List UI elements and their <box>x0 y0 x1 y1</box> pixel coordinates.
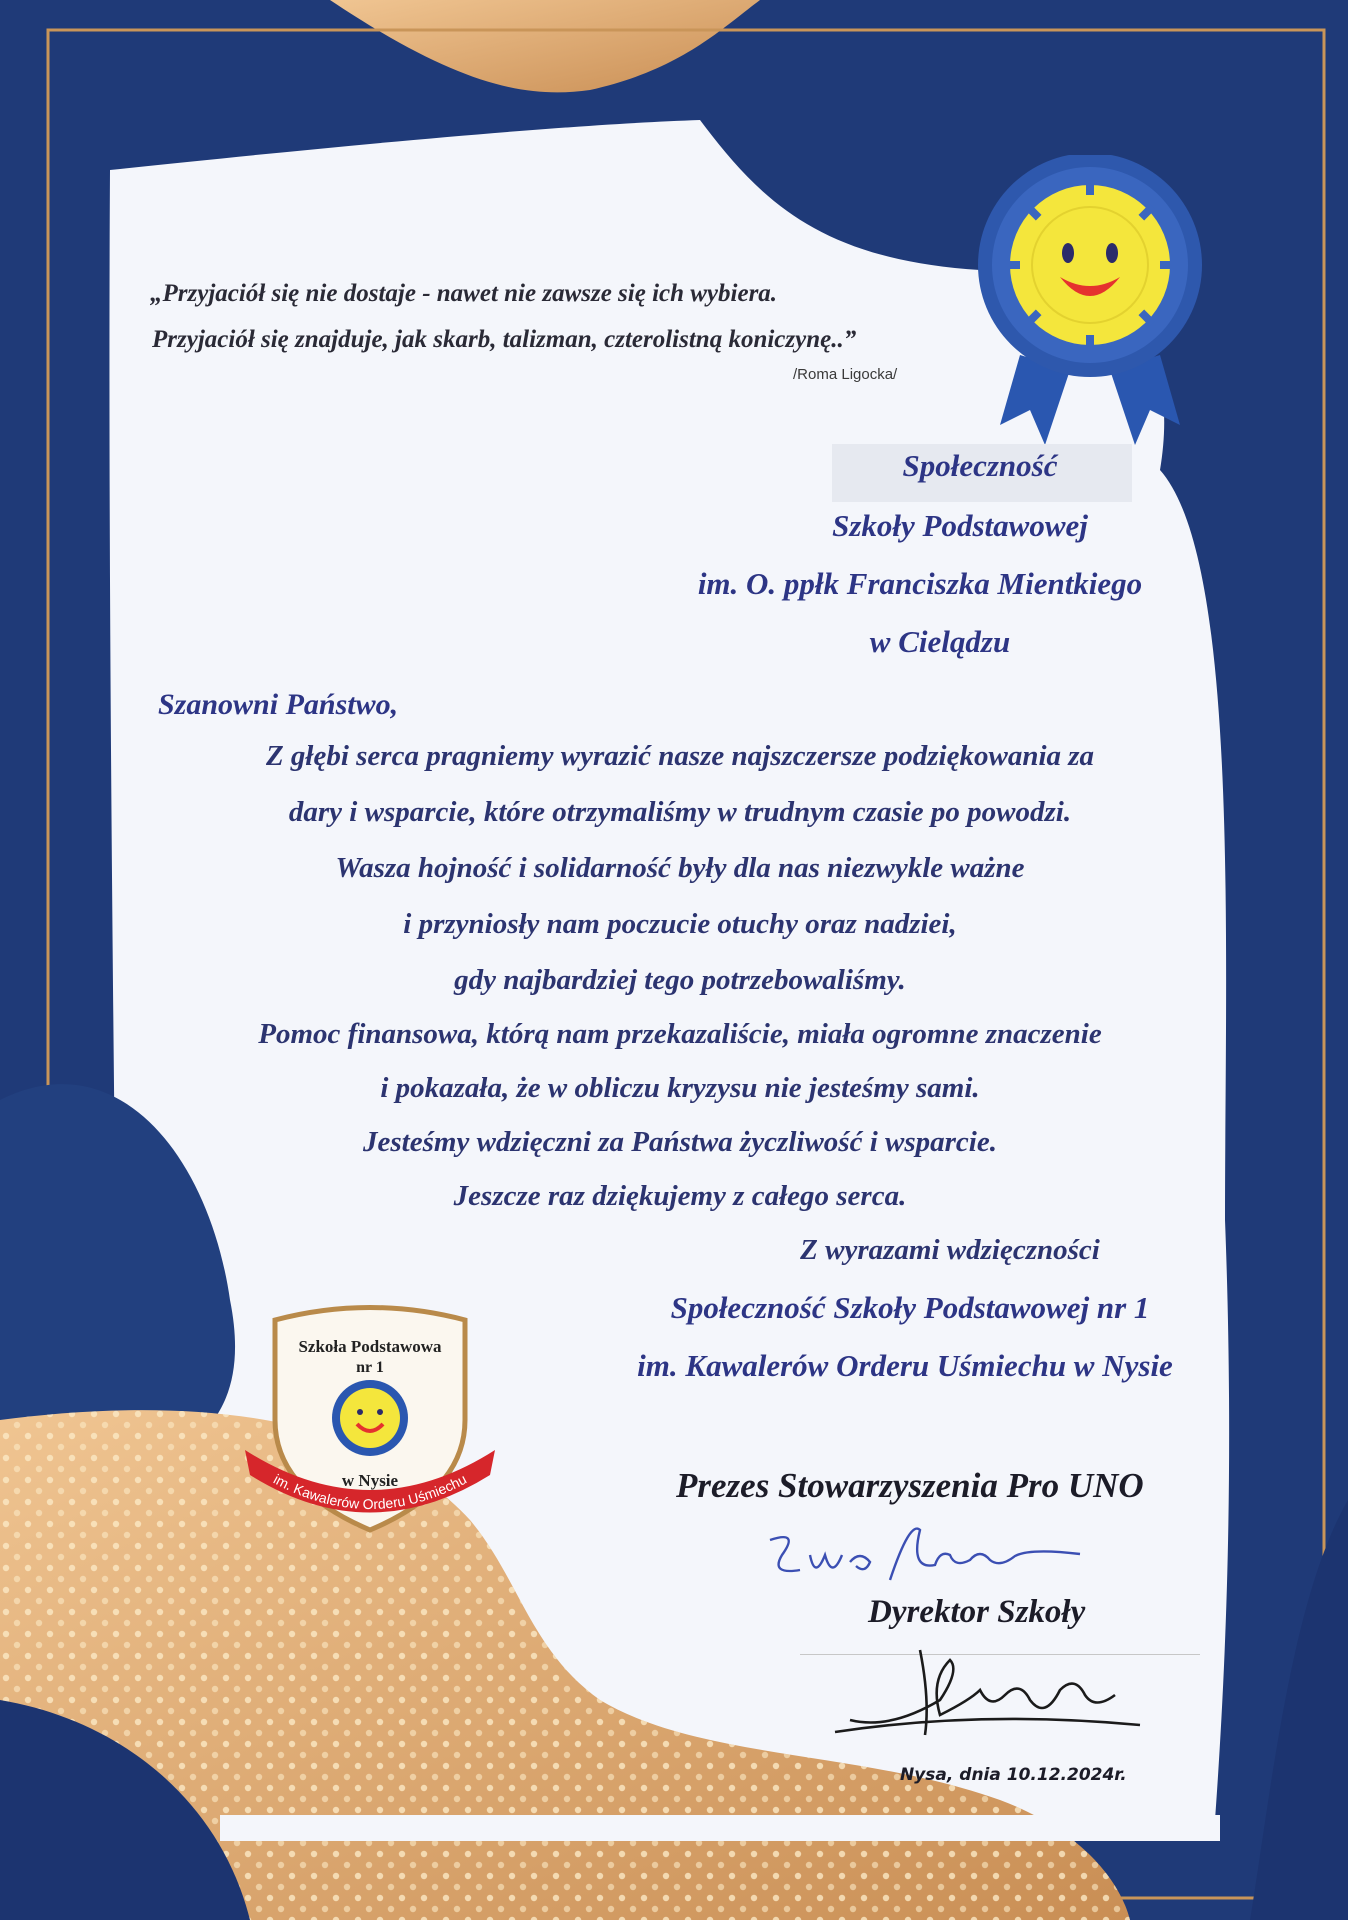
school-crest <box>235 1300 505 1540</box>
body-line: Pomoc finansowa, którą nam przekazaliście, miała ogromne znaczenie <box>258 1018 1102 1050</box>
closing-line-2: Społeczność Szkoły Podstawowej nr 1 <box>670 1290 1150 1325</box>
crest-ribbon-text: im. Kawalerów Orderu Uśmiechu <box>270 1470 470 1513</box>
body-line: i przyniosły nam poczucie otuchy oraz nadziei, <box>403 908 957 940</box>
director-signature <box>830 1640 1160 1750</box>
body-line: Jesteśmy wdzięczni za Państwa życzliwość i wsparcie. <box>363 1126 997 1158</box>
quote-line-2: Przyjaciół się znajduje, jak skarb, talizman, czterolistną koniczynę..” <box>152 326 857 353</box>
closing-line-3: im. Kawalerów Orderu Uśmiechu w Nysie <box>637 1348 1173 1383</box>
body-line: Wasza hojność i solidarność były dla nas niezwykle ważne <box>335 852 1025 884</box>
addressee-line-1: Społeczność <box>902 448 1058 483</box>
president-signature <box>760 1510 1090 1600</box>
crest-sun-icon <box>332 1380 408 1456</box>
crest-city-text: w Nysie <box>341 1471 399 1490</box>
president-title: Prezes Stowarzyszenia Pro UNO <box>676 1466 1144 1505</box>
crest-top-text: Szkoła Podstawowa <box>298 1337 442 1356</box>
body-line: i pokazała, że w obliczu kryzysu nie jesteśmy sami. <box>380 1072 980 1104</box>
body-line: Jeszcze raz dziękujemy z całego serca. <box>453 1180 907 1212</box>
closing-line-1: Z wyrazami wdzięczności <box>800 1234 1100 1266</box>
quote-author: /Roma Ligocka/ <box>793 366 898 383</box>
body-line: gdy najbardziej tego potrzebowaliśmy. <box>454 964 906 996</box>
crest-number-text: nr 1 <box>356 1359 384 1376</box>
body-line: dary i wsparcie, które otrzymaliśmy w trudnym czasie po powodzi. <box>288 796 1072 828</box>
addressee-line-4: w Cielądzu <box>869 624 1011 659</box>
quote-line-1: „Przyjaciół się nie dostaje - nawet nie zawsze się ich wybiera. <box>150 280 778 307</box>
addressee-line-2: Szkoły Podstawowej <box>832 508 1088 543</box>
salutation: Szanowni Państwo, <box>158 688 399 721</box>
date-place: Nysa, dnia 10.12.2024r. <box>900 1765 1127 1785</box>
body-line: Z głębi serca pragniemy wyrazić nasze najszczersze podziękowania za <box>265 740 1095 772</box>
addressee-line-3: im. O. ppłk Franciszka Mientkiego <box>697 566 1143 601</box>
director-title: Dyrektor Szkoły <box>868 1594 1086 1630</box>
sun-award-badge <box>960 155 1220 445</box>
sun-icon <box>1004 179 1176 351</box>
